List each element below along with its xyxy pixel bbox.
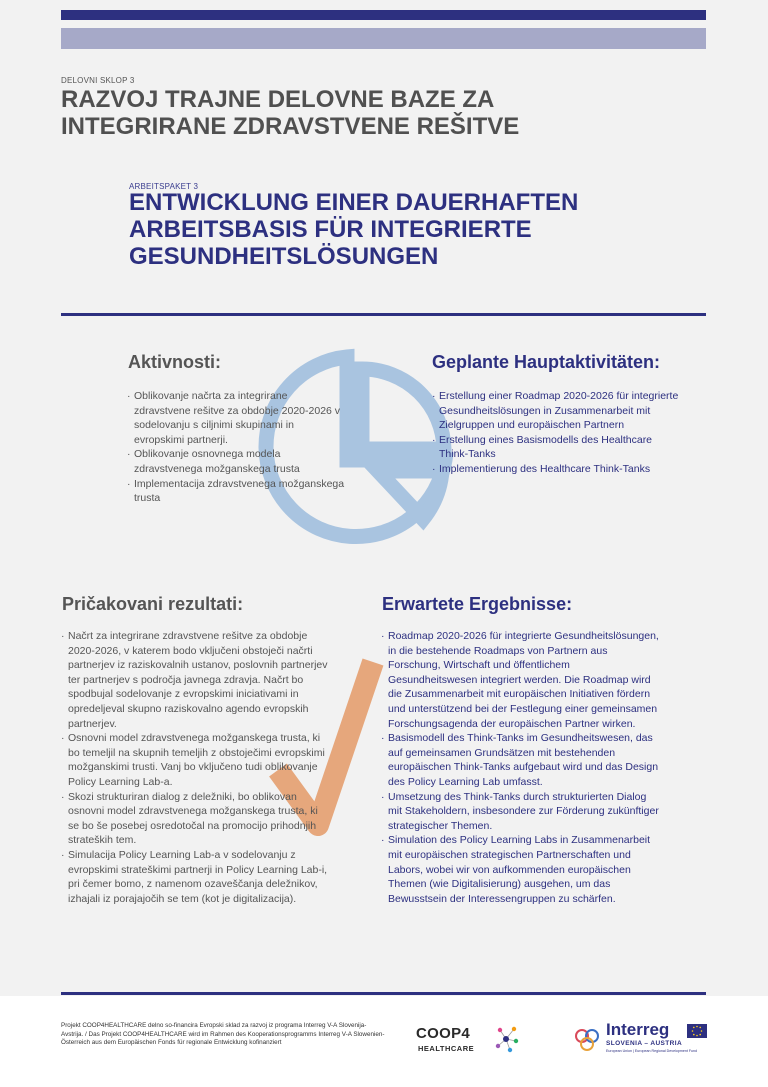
list-item: · Oblikovanje osnovnega modela zdravstvenega možganskega trusta <box>127 447 345 476</box>
results-list-sl <box>61 629 329 906</box>
list-item: · Implementacija zdravstvenega možganskega trusta <box>127 477 345 506</box>
activities-list-de <box>432 389 682 477</box>
interreg-tagline: European Union | European Regional Development Fund <box>606 1049 698 1053</box>
coop4healthcare-logo <box>416 1024 520 1060</box>
list-item: · Erstellung eines Basismodells des Healthcare Think-Tanks <box>432 433 682 462</box>
coop-logo-sub: HEALTHCARE <box>418 1044 475 1053</box>
list-item: · Implementierung des Healthcare Think-Tanks <box>432 462 682 477</box>
top-bar <box>61 10 706 20</box>
list-item: · Umsetzung des Think-Tanks durch strukturierten Dialog mit Stakeholdern, insbesondere zur Förderung zukünftiger strategischer Themen. <box>381 790 659 834</box>
list-item: · Načrt za integrirane zdravstvene rešitve za obdobje 2020-2026, v katerem bodo vključeni obstoječi načrti partnerjev iz raziskovalnih ustanov, poslovnih partnerjev ter partnerjev s področja javnega zdravja. Načrt bo spodbujal sodelovanje z evropskimi iniciativami in opredeljeval skupno raziskovalno agendo evropskih partnerjev. <box>61 629 329 731</box>
results-list-de <box>381 629 659 906</box>
list-item: · Osnovni model zdravstvenega možganskega trusta, ki bo temeljil na skupnih temeljih z obstoječimi evropskimi možganskimi trusti. Vanj bo vključeno tudi oblikovanje Policy Learning Lab-a. <box>61 731 329 789</box>
sl-kicker: DELOVNI SKLOP 3 <box>61 76 135 85</box>
footer-text: Projekt COOP4HEALTHCARE delno so-financira Evropski sklad za razvoj iz programa Interreg V-A Slovenija-Avstrija. / Das Projekt COOP4HEALTHCARE wird im Rahmen des Kooperationsprogramms Interreg V-A Slowenien-Österreich aus dem Europäischen Fonds für regionale Entwicklung kofinanziert <box>61 1022 385 1047</box>
activities-list-sl <box>127 389 345 506</box>
footer-divider <box>61 992 706 995</box>
interreg-wordmark: Interreg <box>606 1020 670 1039</box>
interreg-emblem-icon <box>572 1026 602 1054</box>
list-item: · Oblikovanje načrta za integrirane zdravstvene rešitve za obdobje 2020-2026 v sodelovanju s ciljnimi skupinami in evropskimi partnerji. <box>127 389 345 447</box>
interreg-region: SLOVENIA – AUSTRIA <box>606 1040 683 1047</box>
interreg-logo <box>572 1020 712 1060</box>
eu-flag-icon <box>687 1024 707 1038</box>
section-divider <box>61 313 706 316</box>
top-band <box>61 28 706 49</box>
results-heading-sl: Pričakovani rezultati: <box>62 594 244 614</box>
list-item: · Simulation des Policy Learning Labs in Zusammenarbeit mit europäischen strategischen Partnerschaften und Labors, wobei wir von aufkommenden europäischen Themen (wie Digitalisierung) ausgehen, um das Bewusstsein der Interessengruppen zu schärfen. <box>381 833 659 906</box>
activities-heading-sl: Aktivnosti: <box>128 352 222 372</box>
de-kicker: ARBEITSPAKET 3 <box>129 182 199 191</box>
results-heading-de: Erwartete Ergebnisse: <box>382 594 573 614</box>
list-item: · Erstellung einer Roadmap 2020-2026 für integrierte Gesundheitslösungen in Zusammenarbeit mit Zielgruppen und europäischen Partnern <box>432 389 682 433</box>
coop-logo-main: COOP4 <box>416 1025 471 1042</box>
list-item: · Simulacija Policy Learning Lab-a v sodelovanju z evropskimi strateškimi partnerji in Policy Learning Lab-i, pri čemer bomo, z namenom ozaveščanja deležnikov, izhajali iz porajajočih se tem (kot je digitalizacija). <box>61 848 329 906</box>
network-dots-icon <box>494 1024 520 1054</box>
list-item: · Basismodell des Think-Tanks im Gesundheitswesen, das auf gemeinsamen Grundsätzen mit bestehenden europäischen Think-Tanks aufgebaut wird und das Design des Policy Learning Lab umfasst. <box>381 731 659 789</box>
list-item: · Roadmap 2020-2026 für integrierte Gesundheitslösungen, in die bestehende Roadmaps von Partnern aus Forschung, Wirtschaft und öffentlichem Gesundheitswesen integriert werden. Die Roadmap wird die Zusammenarbeit mit europäischen Initiativen fördern und unterstützend bei der Festlegung einer gemeinsamen Forschungsagenda der europäischen Partner wirken. <box>381 629 659 731</box>
activities-heading-de: Geplante Hauptaktivitäten: <box>432 352 661 372</box>
sl-title: RAZVOJ TRAJNE DELOVNE BAZE ZA INTEGRIRANE ZDRAVSTVENE REŠITVE <box>61 86 520 140</box>
footer <box>0 996 768 1087</box>
list-item: · Skozi strukturiran dialog z deležniki, bo oblikovan osnovni model zdravstvenega možganskega trusta, ki se bo še posebej osredotočal na promocijo prihodnjih strateških tem. <box>61 790 329 848</box>
de-title: ENTWICKLUNG EINER DAUERHAFTEN ARBEITSBASIS FÜR INTEGRIERTE GESUNDHEITSLÖSUNGEN <box>129 189 579 270</box>
